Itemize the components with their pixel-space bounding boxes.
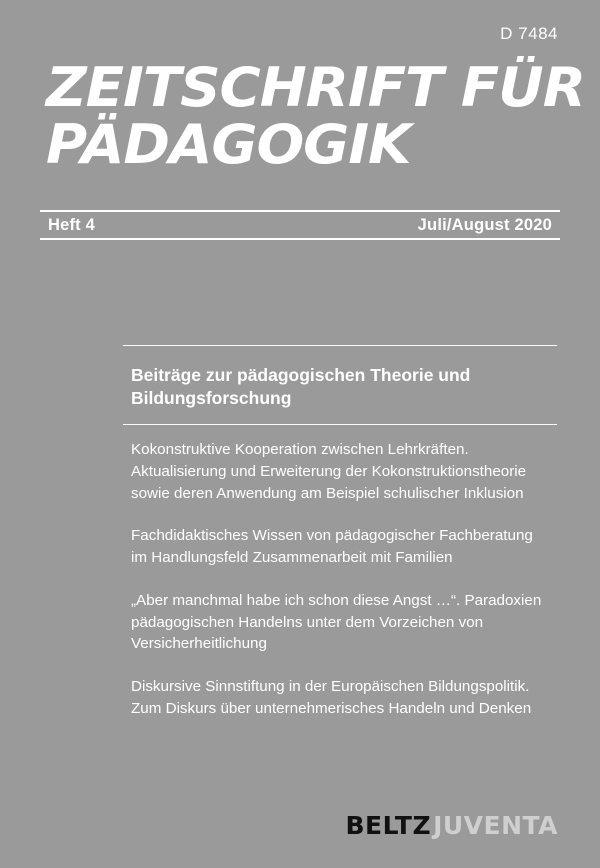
journal-title <box>46 56 585 176</box>
issue-number-label: Heft 4 <box>48 215 96 234</box>
divider-top <box>123 345 557 346</box>
issue-date-label: Juli/August 2020 <box>417 215 552 234</box>
article-list <box>123 425 557 719</box>
issue-bar <box>40 210 560 240</box>
section-title: Beiträge zur pädagogischen Theorie und Bildungsforschung <box>131 365 471 409</box>
publisher-name-secondary: JUVENTA <box>433 811 558 840</box>
list-item: Diskursive Sinnstiftung in der Europäischen Bildungspolitik. Zum Diskurs über unternehmerisches Handeln und Denken <box>131 678 532 717</box>
cover-content-panel <box>123 345 557 720</box>
list-item: „Aber manchmal habe ich schon diese Angst …“. Paradoxien pädagogischen Handelns unter dem Vorzeichen von Versicherheitlichung <box>131 591 542 653</box>
journal-title-line-2: PÄDAGOGIK <box>46 112 411 176</box>
publisher-logo <box>345 811 558 840</box>
publisher-name-primary: BELTZ <box>345 811 432 840</box>
list-item: Fachdidaktisches Wissen von pädagogischer Fachberatung im Handlungsfeld Zusammenarbeit mit Familien <box>131 527 533 567</box>
journal-title-line-1: ZEITSCHRIFT FÜR <box>46 56 585 119</box>
divider-middle <box>123 424 557 425</box>
issue-code: D 7484 <box>500 24 558 43</box>
list-item: Kokonstruktive Kooperation zwischen Lehrkräften. Aktualisierung und Erweiterung der Kokonstruktionstheorie sowie deren Anwendung am Beispiel schulischer Inklusion <box>131 441 527 502</box>
